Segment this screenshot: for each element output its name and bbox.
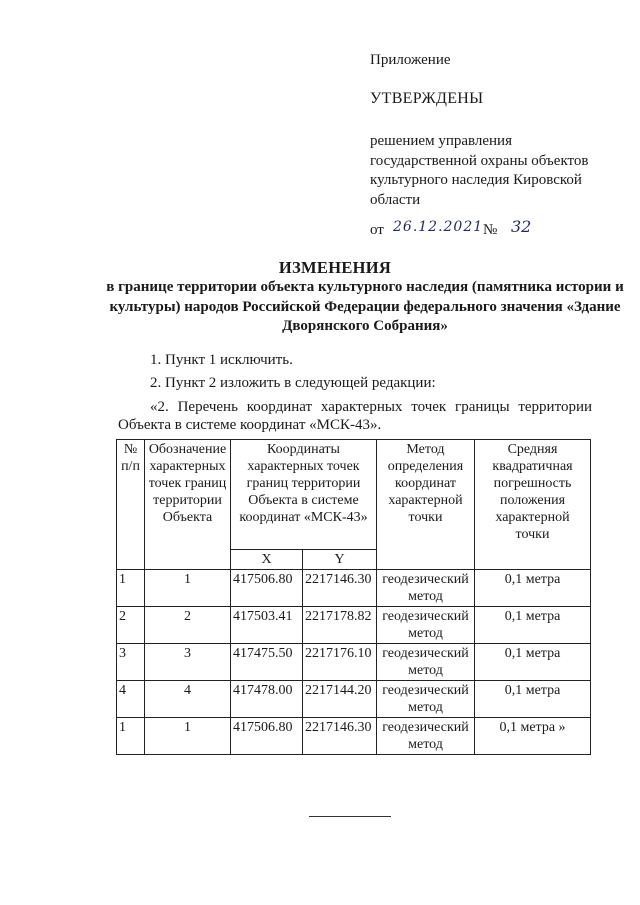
- header-x: X: [231, 550, 303, 570]
- approved-heading: УТВЕРЖДЕНЫ: [370, 90, 484, 107]
- cell-point: 2: [145, 607, 231, 644]
- cell-error: 0,1 метра »: [475, 718, 591, 755]
- number-label: №: [483, 222, 498, 238]
- item-1: 1. Пункт 1 исключить.: [150, 352, 293, 368]
- document-subtitle: в границе территории объекта культурного наследия (памятника истории и культуры) народов Российской Федерации федерального значения «Здание Дворянского Собрания»: [106, 279, 624, 334]
- cell-method: геодезический метод: [377, 570, 475, 607]
- cell-y: 2217176.10: [303, 644, 377, 681]
- cell-y: 2217146.30: [303, 570, 377, 607]
- cell-point: 1: [145, 718, 231, 755]
- cell-method: геодезический метод: [377, 607, 475, 644]
- item-3-line-2: Объекта в системе координат «МСК-43».: [118, 417, 382, 433]
- table-row: [117, 644, 591, 681]
- coordinates-table: [116, 439, 591, 755]
- cell-num: 3: [117, 644, 145, 681]
- cell-point: 4: [145, 681, 231, 718]
- cell-num: 4: [117, 681, 145, 718]
- appendix-label: Приложение: [370, 52, 451, 68]
- cell-num: 1: [117, 570, 145, 607]
- item-2: 2. Пункт 2 изложить в следующей редакции:: [150, 375, 436, 391]
- closing-divider: [309, 816, 391, 817]
- cell-method: геодезический метод: [377, 644, 475, 681]
- cell-point: 1: [145, 570, 231, 607]
- cell-x: 417506.80: [231, 718, 303, 755]
- cell-x: 417478.00: [231, 681, 303, 718]
- cell-y: 2217146.30: [303, 718, 377, 755]
- cell-error: 0,1 метра: [475, 644, 591, 681]
- cell-point: 3: [145, 644, 231, 681]
- table-row: [117, 570, 591, 607]
- cell-x: 417506.80: [231, 570, 303, 607]
- decision-text: решением управления государственной охраны объектов культурного наследия Кировской области: [370, 133, 589, 208]
- header-num: № п/п: [117, 440, 145, 570]
- handwritten-number: 32: [511, 217, 532, 236]
- handwritten-date: 26.12.2021: [393, 219, 484, 235]
- header-method: Метод определения координат характерной точки: [377, 440, 475, 570]
- cell-method: геодезический метод: [377, 681, 475, 718]
- document-title: ИЗМЕНЕНИЯ: [278, 258, 392, 277]
- cell-x: 417475.50: [231, 644, 303, 681]
- cell-error: 0,1 метра: [475, 570, 591, 607]
- header-coordinates: Координаты характерных точек границ территории Объекта в системе координат «МСК-43»: [231, 440, 377, 550]
- header-y: Y: [303, 550, 377, 570]
- cell-y: 2217144.20: [303, 681, 377, 718]
- cell-num: 2: [117, 607, 145, 644]
- date-prefix: от: [370, 222, 384, 238]
- cell-y: 2217178.82: [303, 607, 377, 644]
- item-3-line-1: «2. Перечень координат характерных точек границы территории: [150, 399, 592, 415]
- cell-error: 0,1 метра: [475, 607, 591, 644]
- cell-error: 0,1 метра: [475, 681, 591, 718]
- cell-method: геодезический метод: [377, 718, 475, 755]
- header-error: Средняя квадратичная погрешность положения характерной точки: [475, 440, 591, 570]
- table-row: [117, 718, 591, 755]
- header-designation: Обозначение характерных точек границ территории Объекта: [145, 440, 231, 570]
- cell-num: 1: [117, 718, 145, 755]
- cell-x: 417503.41: [231, 607, 303, 644]
- table-row: [117, 681, 591, 718]
- table-row: [117, 607, 591, 644]
